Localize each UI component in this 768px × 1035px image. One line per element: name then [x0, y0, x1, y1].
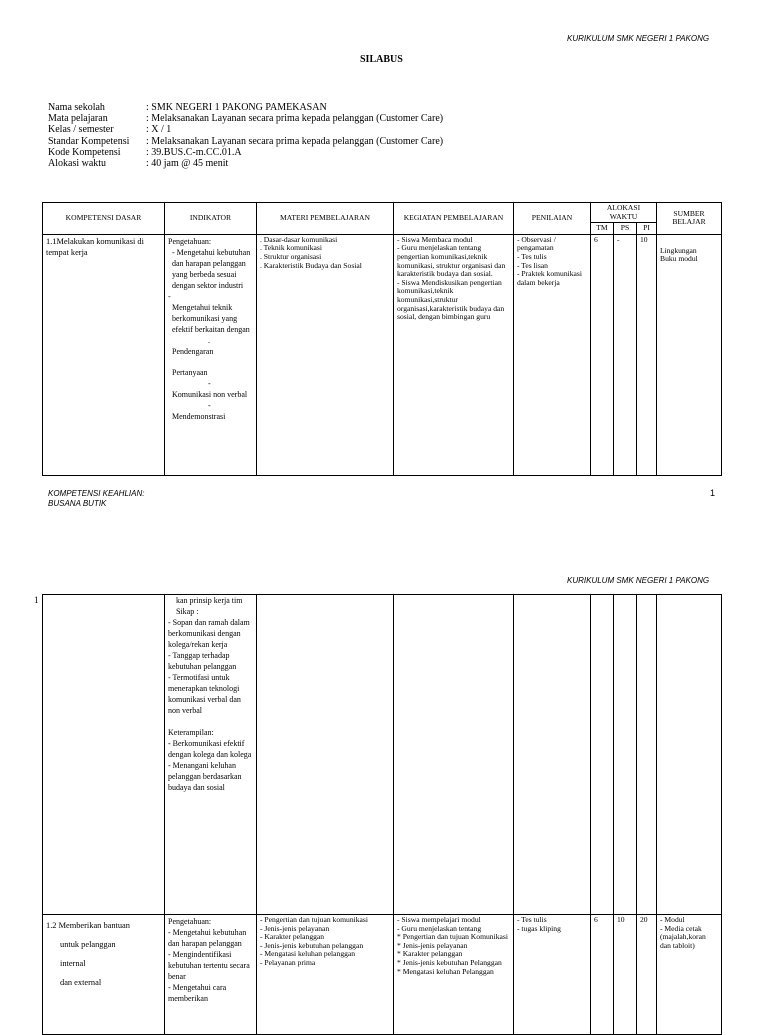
col-sumber-belajar: SUMBER BELAJAR: [657, 203, 722, 235]
cell-sumber: [657, 595, 722, 915]
cell-tm: [591, 595, 614, 915]
ind-line: Keterampilan:: [168, 728, 214, 737]
info-key: Nama sekolah: [48, 102, 105, 113]
materi-item: . Dasar-dasar komunikasi: [260, 234, 338, 244]
penilaian-item: - Observasi / pengamatan: [517, 234, 556, 253]
info-value: : X / 1: [146, 124, 172, 136]
kegiatan-item: * Pengertian dan tujuan Komunikasi: [397, 932, 508, 942]
ind-line: Pendengaran: [172, 346, 214, 356]
cell-kd: [43, 234, 165, 475]
ind-line: kan prinsip kerja tim: [176, 596, 243, 605]
col-kompetensi-dasar: KOMPETENSI DASAR: [43, 203, 165, 235]
ind-line: Mengetahui teknik berkomunikasi yang efektif berkaitan dengan: [172, 302, 250, 334]
penilaian-item: - Tes tulis: [517, 251, 547, 261]
sumber-item: - Media cetak (majalah,koran dan tabloit): [660, 923, 706, 950]
cell-pi: 10: [637, 234, 657, 475]
col-ps: PS: [614, 223, 637, 235]
kd-line: dan external: [60, 978, 102, 987]
sumber-item: - Modul: [660, 915, 685, 924]
kd-line: internal: [60, 959, 86, 968]
ind-line: - Mengetahui kebutuhan dan harapan pelanggan yang berbeda sesuai dengan sektor industri: [172, 247, 251, 290]
cell-tm: 6: [591, 234, 614, 475]
info-row: [48, 147, 443, 158]
cell-materi: [257, 234, 394, 475]
cell-pi: 20: [637, 915, 657, 1035]
ind-line: Pengetahuan:: [168, 236, 212, 246]
ind-line: Mendemonstrasi: [172, 411, 226, 421]
cell-pi: [637, 595, 657, 915]
info-row: [48, 136, 443, 147]
penilaian-item: - Praktek komunikasi dalam bekerja: [517, 269, 582, 287]
col-penilaian: PENILAIAN: [514, 203, 591, 235]
info-row: [48, 124, 443, 135]
cell-kd: [43, 595, 165, 915]
kegiatan-item: * Karakter pelanggan: [397, 949, 463, 959]
cell-sumber: [657, 915, 722, 1035]
school-info: [48, 102, 443, 169]
cell-kd: [43, 915, 165, 1035]
ind-line: -: [208, 400, 211, 410]
info-value: : Melaksanakan Layanan secara prima kepada pelanggan (Customer Care): [146, 113, 444, 125]
cell-ps: 10: [614, 915, 637, 1035]
ind-line: - Menangani keluhan pelanggan berdasarkan budaya dan sosial: [168, 761, 242, 792]
cell-tm: 6: [591, 915, 614, 1035]
col-materi: MATERI PEMBELAJARAN: [257, 203, 394, 235]
kegiatan-item: * Jenis-jenis pelayanan: [397, 940, 468, 950]
col-kegiatan: KEGIATAN PEMBELAJARAN: [394, 203, 514, 235]
materi-item: . Teknik komunikasi: [260, 243, 322, 253]
info-value: : SMK NEGERI 1 PAKONG PAMEKASAN: [146, 102, 327, 113]
page-footer: [48, 489, 144, 509]
penilaian-item: - Tes lisan: [517, 260, 548, 270]
penilaian-item: - Tes tulis: [517, 915, 547, 924]
materi-item: - Pengertian dan tujuan komunikasi: [260, 915, 368, 924]
kegiatan-item: - Guru menjelaskan tentang pengertian komunikasi,teknik komunikasi, struktur organisasi dan karakteristik budaya dan sosial.: [397, 243, 506, 279]
footer-line: BUSANA BUTIK: [48, 499, 107, 508]
penilaian-item: - tugas kliping: [517, 923, 561, 933]
info-key: Kelas / semester: [48, 124, 114, 136]
materi-item: - Jenis-jenis pelayanan: [260, 923, 330, 933]
sumber-item: Lingkungan: [660, 245, 697, 255]
page-header: KURIKULUM SMK NEGERI 1 PAKONG: [567, 576, 710, 585]
footer-line: KOMPETENSI KEAHLIAN:: [48, 489, 145, 498]
cell-indikator: [165, 915, 257, 1035]
ind-line: - Termotifasi untuk menerapkan teknologi komunikasi verbal dan non verbal: [168, 673, 241, 715]
info-key: Standar Kompetensi: [48, 135, 130, 147]
cell-materi: [257, 915, 394, 1035]
materi-item: - Jenis-jenis kebutuhan pelanggan: [260, 940, 364, 950]
cell-indikator: [165, 234, 257, 475]
info-value: : 40 jam @ 45 menit: [146, 158, 229, 170]
kd-line: untuk pelanggan: [60, 940, 116, 949]
ind-line: - Berkomunikasi efektif dengan kolega dan kolega: [168, 739, 252, 759]
syllabus-table: [42, 202, 722, 476]
info-row: [48, 102, 443, 113]
kegiatan-item: - Siswa mempelajari modul: [397, 915, 481, 924]
ind-line: Sikap :: [176, 607, 199, 616]
info-key: Kode Kompetensi: [48, 146, 121, 158]
materi-item: - Karakter pelanggan: [260, 932, 325, 942]
materi-item: - Pelayanan prima: [260, 957, 316, 967]
col-pi: PI: [637, 223, 657, 235]
kegiatan-item: * Mengatasi keluhan Pelanggan: [397, 966, 494, 976]
ind-line: -: [168, 291, 171, 301]
cell-kegiatan: [394, 915, 514, 1035]
cell-kegiatan: [394, 595, 514, 915]
left-mark: 1: [34, 595, 39, 605]
document-title: SILABUS: [360, 54, 403, 65]
info-value: : 39.BUS.C-m.CC.01.A: [146, 146, 242, 158]
page-header: KURIKULUM SMK NEGERI 1 PAKONG: [567, 34, 710, 43]
cell-kegiatan: [394, 234, 514, 475]
info-key: Alokasi waktu: [48, 158, 107, 170]
cell-sumber: [657, 234, 722, 475]
syllabus-table-continued: [42, 594, 722, 1035]
col-tm: TM: [591, 223, 614, 235]
sumber-item: Buku modul: [660, 254, 698, 264]
cell-penilaian: [514, 234, 591, 475]
kd-line: 1.2 Memberikan bantuan: [46, 921, 130, 930]
ind-line: - Mengetahui cara memberikan: [168, 983, 227, 1003]
ind-line: -: [208, 378, 211, 388]
ind-line: - Tanggap terhadap kebutuhan pelanggan: [168, 651, 237, 671]
info-value: : Melaksanakan Layanan secara prima kepada pelanggan (Customer Care): [146, 135, 444, 147]
kegiatan-item: - Siswa Membaca modul: [397, 234, 473, 244]
col-indikator: INDIKATOR: [165, 203, 257, 235]
cell-materi: [257, 595, 394, 915]
cell-penilaian: [514, 915, 591, 1035]
ind-line: - Sopan dan ramah dalam berkomunikasi dengan kolega/rekan kerja: [168, 618, 250, 649]
info-row: [48, 158, 443, 169]
kegiatan-item: - Siswa Mendiskusikan pengertian komunikasi,teknik komunikasi,struktur organisasi,karakteristik budaya dan sosial, dengan bimbingan guru: [397, 277, 505, 322]
materi-item: - Mengatasi keluhan pelanggan: [260, 949, 356, 959]
info-row: [48, 113, 443, 124]
page-number: 1: [710, 488, 716, 498]
ind-line: - Mengindentifikasi kebutuhan tertentu secara benar: [168, 950, 250, 981]
info-key: Mata pelajaran: [48, 113, 108, 125]
kegiatan-item: - Guru menjelaskan tentang: [397, 923, 482, 933]
kd-text: 1.1Melakukan komunikasi di tempat kerja: [46, 236, 144, 257]
ind-line: Pengetahuan:: [168, 917, 212, 926]
ind-line: Pertanyaan: [172, 367, 208, 377]
cell-ps: [614, 595, 637, 915]
ind-line: .: [208, 335, 210, 345]
materi-item: . Struktur organisasi: [260, 251, 322, 261]
materi-item: . Karakteristik Budaya dan Sosial: [260, 260, 362, 270]
col-alokasi-waktu: ALOKASI WAKTU: [591, 203, 657, 223]
kegiatan-item: * Jenis-jenis kebutuhan Pelanggan: [397, 957, 502, 967]
cell-ps: -: [614, 234, 637, 475]
cell-indikator: [165, 595, 257, 915]
ind-line: Komunikasi non verbal: [172, 389, 248, 399]
cell-penilaian: [514, 595, 591, 915]
ind-line: - Mengetahui kebutuhan dan harapan pelanggan: [168, 928, 247, 948]
